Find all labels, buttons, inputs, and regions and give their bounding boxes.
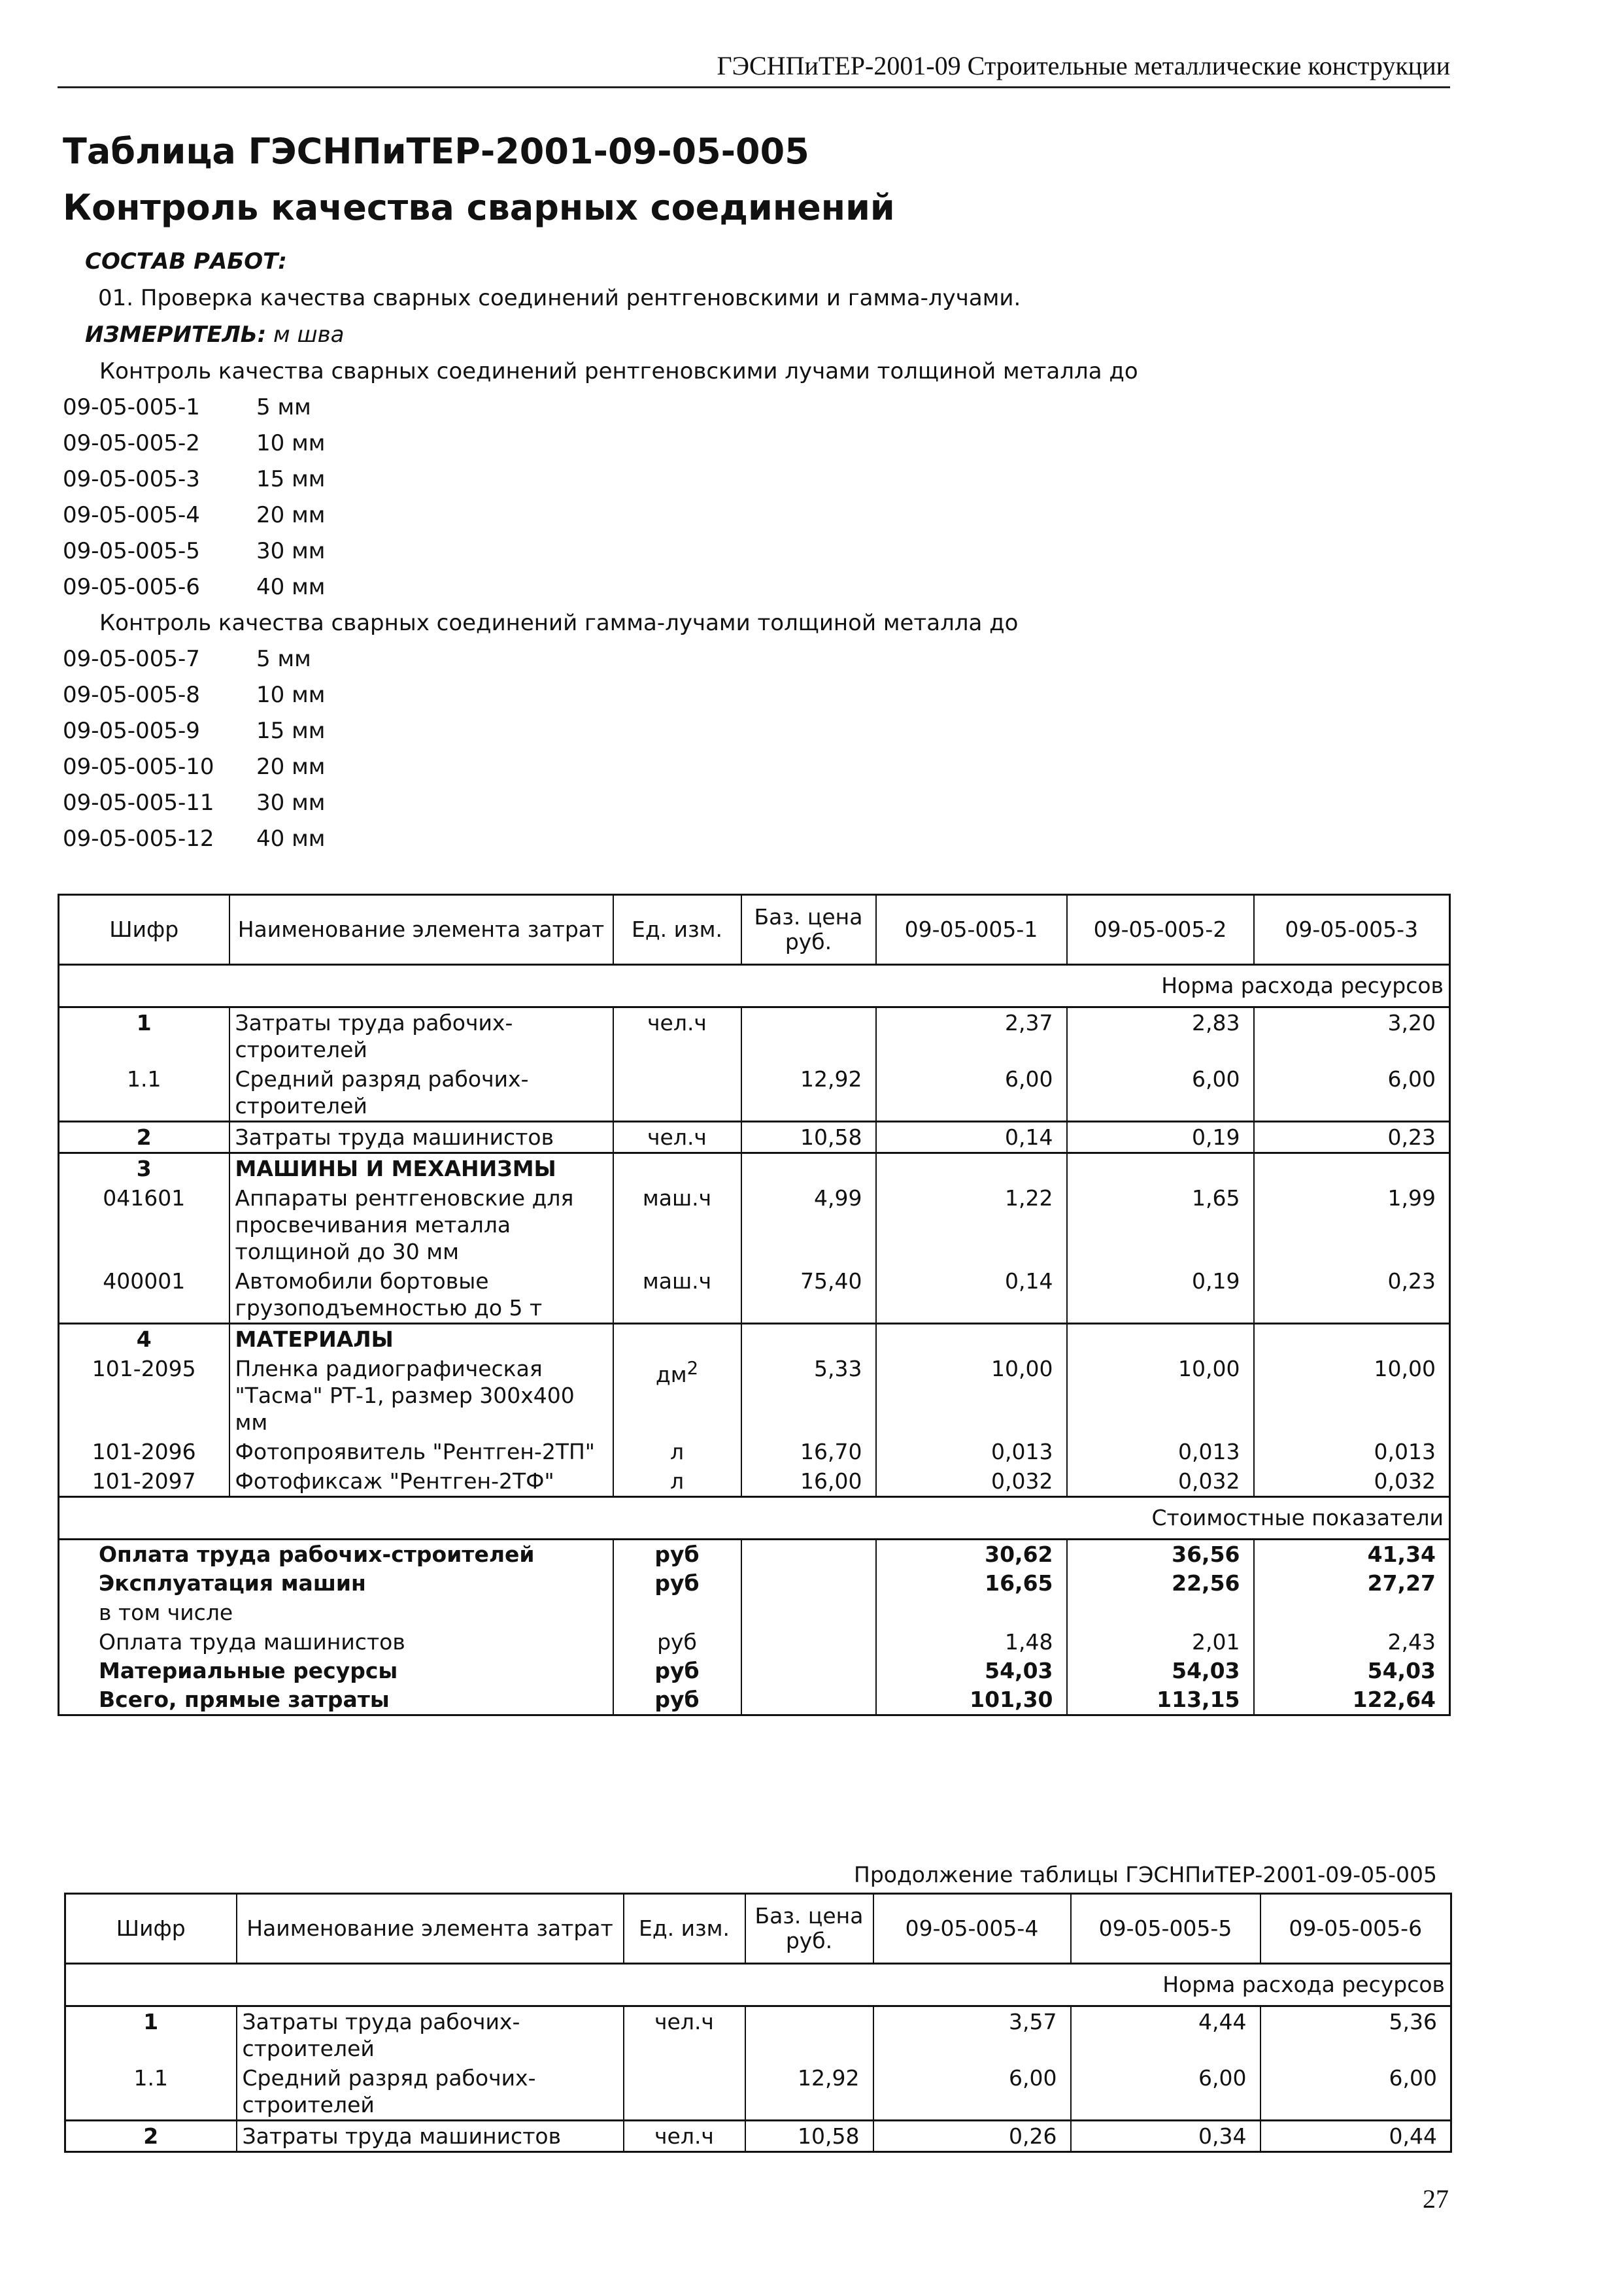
row-name: Затраты труда рабочих-строителей	[237, 2006, 624, 2064]
row-code: 101-2095	[92, 1356, 196, 1381]
thickness: 5 мм	[256, 646, 311, 672]
row-value-3: 0,44	[1260, 2121, 1451, 2152]
row-code: 1.1	[133, 2065, 168, 2091]
row-value-1: 3,57	[873, 2006, 1071, 2064]
cost-value-1: 30,62	[876, 1540, 1067, 1570]
cost-name: Оплата труда рабочих-строителей	[99, 1542, 535, 1567]
unit-exponent: 2	[686, 1358, 699, 1379]
row-code: 101-2096	[92, 1439, 196, 1464]
table-row	[65, 2063, 1451, 2121]
norm-label: Норма расхода ресурсов	[59, 965, 1450, 1007]
cost-unit: руб	[613, 1657, 741, 1685]
cost-row	[59, 1569, 1450, 1598]
table-row	[65, 2006, 1451, 2064]
row-unit: чел.ч	[613, 1007, 741, 1065]
row-code: 1	[143, 2009, 159, 2034]
row-price: 16,00	[741, 1466, 876, 1497]
row-value-2: 1,65	[1067, 1183, 1254, 1266]
row-name: Затраты труда рабочих-строителей	[229, 1007, 613, 1065]
row-value-3: 10,00	[1254, 1354, 1450, 1437]
section-header-row	[65, 1964, 1451, 2006]
row-value-1: 0,032	[876, 1466, 1067, 1497]
row-name: Средний разряд рабочих-строителей	[237, 2063, 624, 2121]
row-price	[745, 2006, 873, 2064]
code: 09-05-005-10	[63, 754, 214, 780]
row-value-1: 6,00	[873, 2063, 1071, 2121]
row-name: Автомобили бортовые грузоподъемностью до 5 т	[229, 1266, 613, 1324]
row-unit	[613, 1064, 741, 1122]
row-value-3: 0,23	[1254, 1122, 1450, 1153]
row-code: 400001	[103, 1268, 186, 1294]
row-code: 4	[136, 1326, 152, 1352]
header-name: Наименование элемента затрат	[237, 1894, 624, 1964]
cost-value-1: 16,65	[876, 1569, 1067, 1598]
code: 09-05-005-2	[63, 430, 200, 456]
row-value-3: 6,00	[1260, 2063, 1451, 2121]
row-value-1: 10,00	[876, 1354, 1067, 1437]
header-code: Шифр	[59, 895, 229, 965]
unit-text: дм	[655, 1362, 687, 1387]
group-xray-intro: Контроль качества сварных соединений рентгеновскими лучами толщиной металла до	[99, 358, 1138, 384]
cost-unit: руб	[613, 1685, 741, 1715]
row-name: Фотофиксаж "Рентген-2ТФ"	[229, 1466, 613, 1497]
header-col2: 09-05-005-5	[1071, 1894, 1260, 1964]
row-value-2: 0,34	[1071, 2121, 1260, 2152]
row-price: 75,40	[741, 1266, 876, 1324]
header-price: Баз. цена руб.	[745, 1894, 873, 1964]
row-value-2: 0,013	[1067, 1437, 1254, 1466]
table-row	[59, 1354, 1450, 1437]
row-value-3: 3,20	[1254, 1007, 1450, 1065]
composition-item: 01. Проверка качества сварных соединений рентгеновскими и гамма-лучами.	[98, 285, 1021, 311]
table-subtitle: Контроль качества сварных соединений	[63, 187, 895, 228]
table-row	[59, 1122, 1450, 1153]
thickness: 40 мм	[256, 574, 326, 600]
row-price	[741, 1007, 876, 1065]
cost-unit: руб	[613, 1540, 741, 1570]
row-value-3: 6,00	[1254, 1064, 1450, 1122]
cost-name: в том числе	[99, 1600, 233, 1625]
header-col1: 09-05-005-1	[876, 895, 1067, 965]
cost-value-3: 122,64	[1254, 1685, 1450, 1715]
header-col1: 09-05-005-4	[873, 1894, 1071, 1964]
row-name: Затраты труда машинистов	[237, 2121, 624, 2152]
cost-value-3: 27,27	[1254, 1569, 1450, 1598]
row-name: Средний разряд рабочих-строителей	[229, 1064, 613, 1122]
row-value-1: 0,26	[873, 2121, 1071, 2152]
row-unit	[613, 1354, 741, 1437]
cost-value-2: 113,15	[1067, 1685, 1254, 1715]
composition-label: СОСТАВ РАБОТ:	[85, 248, 287, 275]
row-name: Аппараты рентгеновские для просвечивания металла толщиной до 30 мм	[229, 1183, 613, 1266]
measure-label: ИЗМЕРИТЕЛЬ:	[85, 322, 267, 348]
cost-value-2: 36,56	[1067, 1540, 1254, 1570]
cost-value-1: 101,30	[876, 1685, 1067, 1715]
code: 09-05-005-6	[63, 574, 200, 600]
row-value-2: 10,00	[1067, 1354, 1254, 1437]
row-price: 10,58	[741, 1122, 876, 1153]
row-value-3: 0,013	[1254, 1437, 1450, 1466]
row-unit: л	[613, 1466, 741, 1497]
section-row	[59, 1153, 1450, 1184]
row-value-1: 0,013	[876, 1437, 1067, 1466]
header-name: Наименование элемента затрат	[229, 895, 613, 965]
table-row	[59, 1266, 1450, 1324]
row-value-3: 0,032	[1254, 1466, 1450, 1497]
measure-value: м шва	[273, 322, 345, 348]
page-header-text: ГЭСНПиТЕР-2001-09 Строительные металлические конструкции	[717, 51, 1450, 80]
header-unit: Ед. изм.	[624, 1894, 745, 1964]
cost-value-2: 2,01	[1067, 1627, 1254, 1657]
table-row	[59, 1466, 1450, 1497]
row-name: Затраты труда машинистов	[229, 1122, 613, 1153]
section-row	[59, 1324, 1450, 1355]
row-value-3: 0,23	[1254, 1266, 1450, 1324]
row-value-2: 0,19	[1067, 1266, 1254, 1324]
row-value-1: 0,14	[876, 1122, 1067, 1153]
header-col3: 09-05-005-3	[1254, 895, 1450, 965]
row-code: 1.1	[127, 1066, 161, 1092]
table-title: Таблица ГЭСНПиТЕР-2001-09-05-005	[63, 131, 809, 172]
header-code: Шифр	[65, 1894, 237, 1964]
page-header	[58, 47, 1450, 88]
row-name: МАТЕРИАЛЫ	[229, 1324, 613, 1355]
cost-row	[59, 1627, 1450, 1657]
table-row	[59, 1183, 1450, 1266]
code: 09-05-005-9	[63, 718, 200, 744]
cost-row	[59, 1540, 1450, 1570]
thickness: 15 мм	[256, 466, 326, 492]
cost-name: Эксплуатация машин	[99, 1570, 366, 1596]
row-value-1: 0,14	[876, 1266, 1067, 1324]
row-value-1: 6,00	[876, 1064, 1067, 1122]
row-value-2: 4,44	[1071, 2006, 1260, 2064]
header-unit: Ед. изм.	[613, 895, 741, 965]
norms-table-2	[64, 1893, 1452, 2153]
cost-value-2: 22,56	[1067, 1569, 1254, 1598]
row-value-2: 0,032	[1067, 1466, 1254, 1497]
cost-value-1: 54,03	[876, 1657, 1067, 1685]
row-code: 1	[136, 1010, 152, 1036]
row-code: 101-2097	[92, 1468, 196, 1494]
table-row	[59, 1437, 1450, 1466]
cost-name: Оплата труда машинистов	[99, 1629, 405, 1655]
norms-table-1	[58, 894, 1451, 1716]
code: 09-05-005-5	[63, 538, 200, 564]
row-value-2: 0,19	[1067, 1122, 1254, 1153]
row-code: 2	[136, 1124, 152, 1150]
row-price: 5,33	[741, 1354, 876, 1437]
row-value-1: 2,37	[876, 1007, 1067, 1065]
cost-row	[59, 1657, 1450, 1685]
row-code: 3	[136, 1156, 152, 1181]
thickness: 10 мм	[256, 682, 326, 708]
thickness: 15 мм	[256, 718, 326, 744]
row-unit: маш.ч	[613, 1266, 741, 1324]
row-value-2: 6,00	[1071, 2063, 1260, 2121]
thickness: 20 мм	[256, 502, 326, 528]
row-unit: л	[613, 1437, 741, 1466]
row-price: 12,92	[745, 2063, 873, 2121]
thickness: 40 мм	[256, 826, 326, 852]
row-value-1: 1,22	[876, 1183, 1067, 1266]
thickness: 5 мм	[256, 394, 311, 420]
section-header-row	[59, 1497, 1450, 1540]
row-unit: чел.ч	[624, 2121, 745, 2152]
table-row	[65, 2121, 1451, 2152]
row-price: 12,92	[741, 1064, 876, 1122]
row-name: Фотопроявитель "Рентген-2ТП"	[229, 1437, 613, 1466]
thickness: 30 мм	[256, 538, 326, 564]
cost-unit: руб	[613, 1627, 741, 1657]
table-row	[59, 1007, 1450, 1065]
row-value-3: 1,99	[1254, 1183, 1450, 1266]
row-value-2: 2,83	[1067, 1007, 1254, 1065]
cost-value-2: 54,03	[1067, 1657, 1254, 1685]
cost-name: Материальные ресурсы	[99, 1658, 398, 1683]
section-header-row	[59, 965, 1450, 1007]
thickness: 30 мм	[256, 790, 326, 816]
code: 09-05-005-1	[63, 394, 200, 420]
cost-value-1: 1,48	[876, 1627, 1067, 1657]
code: 09-05-005-4	[63, 502, 200, 528]
thickness: 20 мм	[256, 754, 326, 780]
table-row	[59, 1064, 1450, 1122]
row-value-3: 5,36	[1260, 2006, 1451, 2064]
row-price: 10,58	[745, 2121, 873, 2152]
code: 09-05-005-11	[63, 790, 214, 816]
continuation-label: Продолжение таблицы ГЭСНПиТЕР-2001-09-05-005	[854, 1862, 1438, 1887]
header-price: Баз. цена руб.	[741, 895, 876, 965]
row-value-2: 6,00	[1067, 1064, 1254, 1122]
row-unit: чел.ч	[624, 2006, 745, 2064]
row-unit: маш.ч	[613, 1183, 741, 1266]
code: 09-05-005-7	[63, 646, 200, 672]
row-name: МАШИНЫ И МЕХАНИЗМЫ	[229, 1153, 613, 1184]
cost-value-3: 54,03	[1254, 1657, 1450, 1685]
cost-label: Стоимостные показатели	[59, 1497, 1450, 1540]
cost-row	[59, 1598, 1450, 1627]
row-unit: чел.ч	[613, 1122, 741, 1153]
row-code: 2	[143, 2123, 159, 2149]
cost-value-3: 2,43	[1254, 1627, 1450, 1657]
cost-row-total	[59, 1685, 1450, 1715]
thickness: 10 мм	[256, 430, 326, 456]
page-number: 27	[1423, 2184, 1449, 2214]
cost-name: Всего, прямые затраты	[99, 1687, 390, 1712]
code: 09-05-005-12	[63, 826, 214, 852]
row-unit	[624, 2063, 745, 2121]
group-gamma-intro: Контроль качества сварных соединений гамма-лучами толщиной металла до	[99, 610, 1019, 636]
header-col2: 09-05-005-2	[1067, 895, 1254, 965]
code: 09-05-005-8	[63, 682, 200, 708]
measure-line	[85, 322, 344, 348]
table-header-row	[65, 1894, 1451, 1964]
row-price: 16,70	[741, 1437, 876, 1466]
row-name: Пленка радиографическая "Тасма" РТ-1, размер 300х400 мм	[229, 1354, 613, 1437]
norm-label: Норма расхода ресурсов	[65, 1964, 1451, 2006]
row-price: 4,99	[741, 1183, 876, 1266]
header-col3: 09-05-005-6	[1260, 1894, 1451, 1964]
cost-unit: руб	[613, 1569, 741, 1598]
cost-value-3: 41,34	[1254, 1540, 1450, 1570]
code: 09-05-005-3	[63, 466, 200, 492]
table-header-row	[59, 895, 1450, 965]
row-code: 041601	[103, 1185, 186, 1211]
